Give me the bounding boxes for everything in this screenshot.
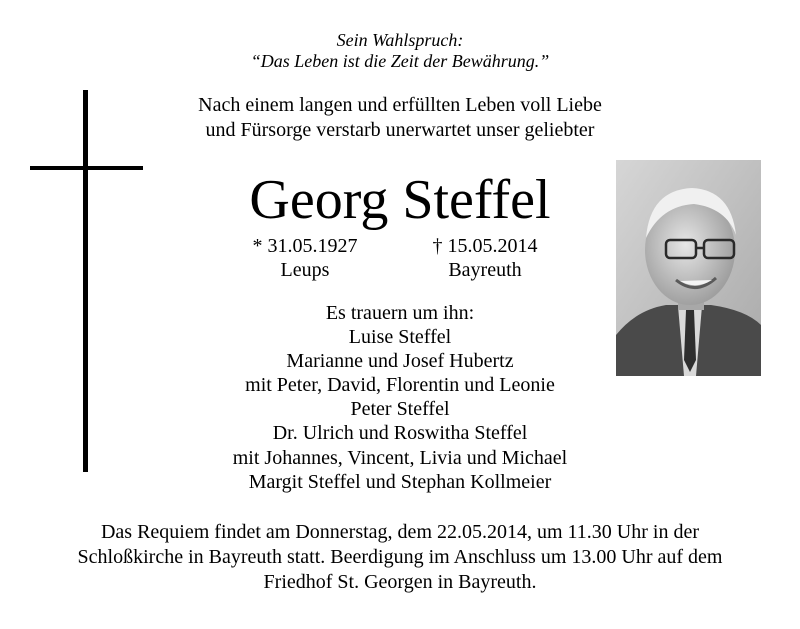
intro-text [0, 93, 800, 143]
notice-line: Das Requiem findet am Donnerstag, dem 22.05.2014, um 11.30 Uhr in der [100, 521, 700, 543]
intro-line: und Fürsorge verstarb unerwartet unser geliebter [205, 119, 595, 141]
funeral-notice [0, 520, 800, 595]
motto-quote: “Das Leben ist die Zeit der Bewährung.” [250, 51, 550, 71]
mourner-line: mit Peter, David, Florentin und Leonie [245, 374, 555, 397]
death-block [410, 234, 560, 282]
birth-place: Leups [280, 259, 330, 281]
mourner-line: Margit Steffel und Stephan Kollmeier [248, 470, 552, 493]
deceased-name: Georg Steffel [249, 169, 551, 231]
death-date: † 15.05.2014 [432, 235, 538, 257]
mourner-line: mit Johannes, Vincent, Livia und Michael [232, 446, 568, 469]
mourner-line: Marianne und Josef Hubertz [286, 350, 514, 373]
intro-line: Nach einem langen und erfüllten Leben voll Liebe [198, 94, 602, 116]
motto [0, 30, 800, 72]
birth-date: * 31.05.1927 [252, 235, 358, 257]
mourner-line: Dr. Ulrich und Roswitha Steffel [272, 422, 528, 445]
mourner-line: Luise Steffel [348, 326, 452, 349]
motto-heading: Sein Wahlspruch: [336, 30, 464, 50]
mourner-line: Peter Steffel [350, 398, 450, 421]
mourners-heading: Es trauern um ihn: [325, 302, 475, 324]
death-place: Bayreuth [448, 259, 522, 281]
birth-block [230, 234, 380, 282]
notice-line: Friedhof St. Georgen in Bayreuth. [263, 571, 537, 593]
mourners-list [0, 301, 800, 494]
notice-line: Schloßkirche in Bayreuth statt. Beerdigung im Anschluss um 13.00 Uhr auf dem [77, 546, 723, 568]
